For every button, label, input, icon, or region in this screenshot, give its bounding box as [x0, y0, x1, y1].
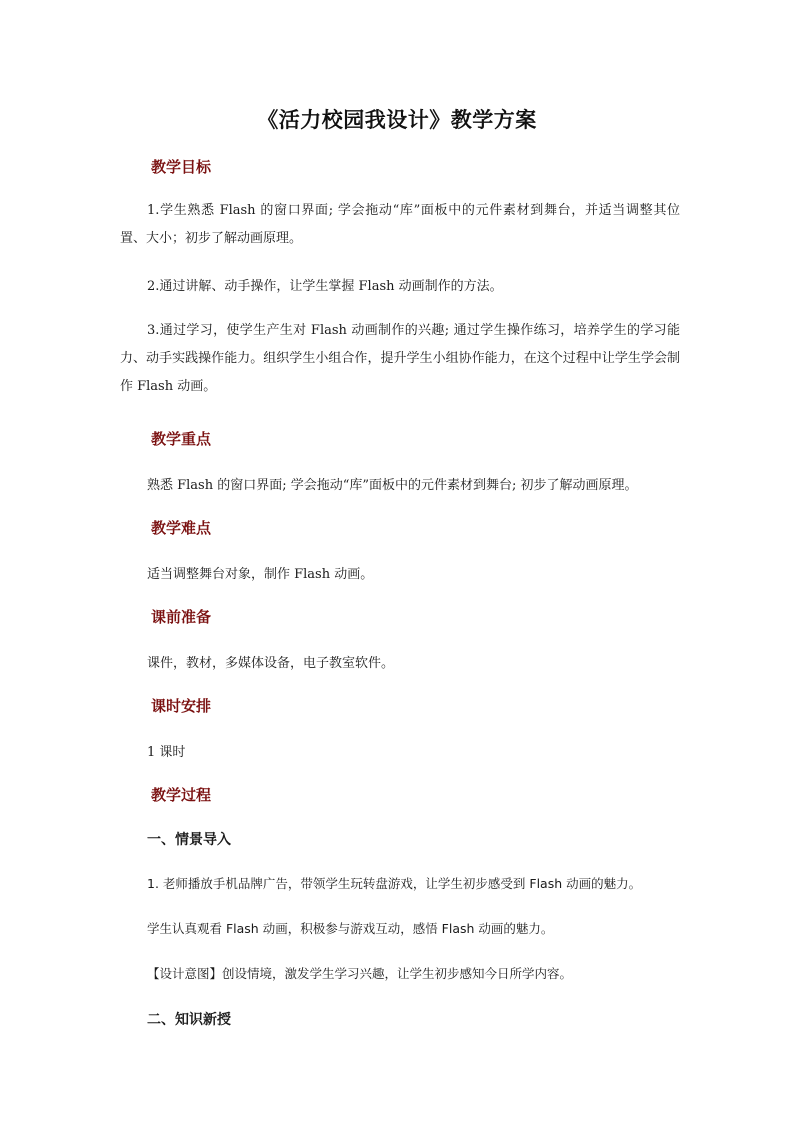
- document-title: 《活力校园我设计》教学方案: [257, 107, 537, 132]
- key-points-text: 熟悉 Flash 的窗口界面; 学会拖动“库”面板中的元件素材到舞台; 初步了解动画原理。: [147, 478, 638, 493]
- heading-schedule: 课时安排: [151, 697, 212, 715]
- process-line-1: 1. 老师播放手机品牌广告，带领学生玩转盘游戏，让学生初步感受到 Flash 动画的魅力。: [147, 876, 642, 891]
- heading-scene-intro: 一、情景导入: [147, 832, 231, 848]
- difficulties-text: 适当调整舞台对象，制作 Flash 动画。: [147, 567, 374, 582]
- heading-preparation: 课前准备: [151, 608, 212, 626]
- heading-new-knowledge: 二、知识新授: [147, 1012, 231, 1028]
- design-intent-line: 【设计意图】创设情境，激发学生学习兴趣，让学生初步感知今日所学内容。: [147, 966, 573, 981]
- heading-key-points: 教学重点: [151, 430, 212, 448]
- schedule-text: 1 课时: [147, 745, 186, 760]
- process-line-2: 学生认真观看 Flash 动画，积极参与游戏互动，感悟 Flash 动画的魅力。: [147, 921, 554, 936]
- preparation-text: 课件，教材，多媒体设备，电子教室软件。: [147, 656, 395, 671]
- objective-item-1: 1.学生熟悉 Flash 的窗口界面; 学会拖动“库”面板中的元件素材到舞台，并适当调整其位置、大小；初步了解动画原理。: [120, 203, 680, 246]
- heading-objectives: 教学目标: [151, 158, 212, 176]
- heading-difficulties: 教学难点: [151, 519, 212, 537]
- objective-item-3: 3.通过学习，使学生产生对 Flash 动画制作的兴趣; 通过学生操作练习，培养学生的学习能力、动手实践操作能力。组织学生小组合作，提升学生小组协作能力，在这个过程中让学生学会制作 Flash 动画。: [120, 323, 680, 394]
- heading-process: 教学过程: [151, 786, 212, 804]
- objective-item-2: 2.通过讲解、动手操作，让学生掌握 Flash 动画制作的方法。: [147, 279, 503, 294]
